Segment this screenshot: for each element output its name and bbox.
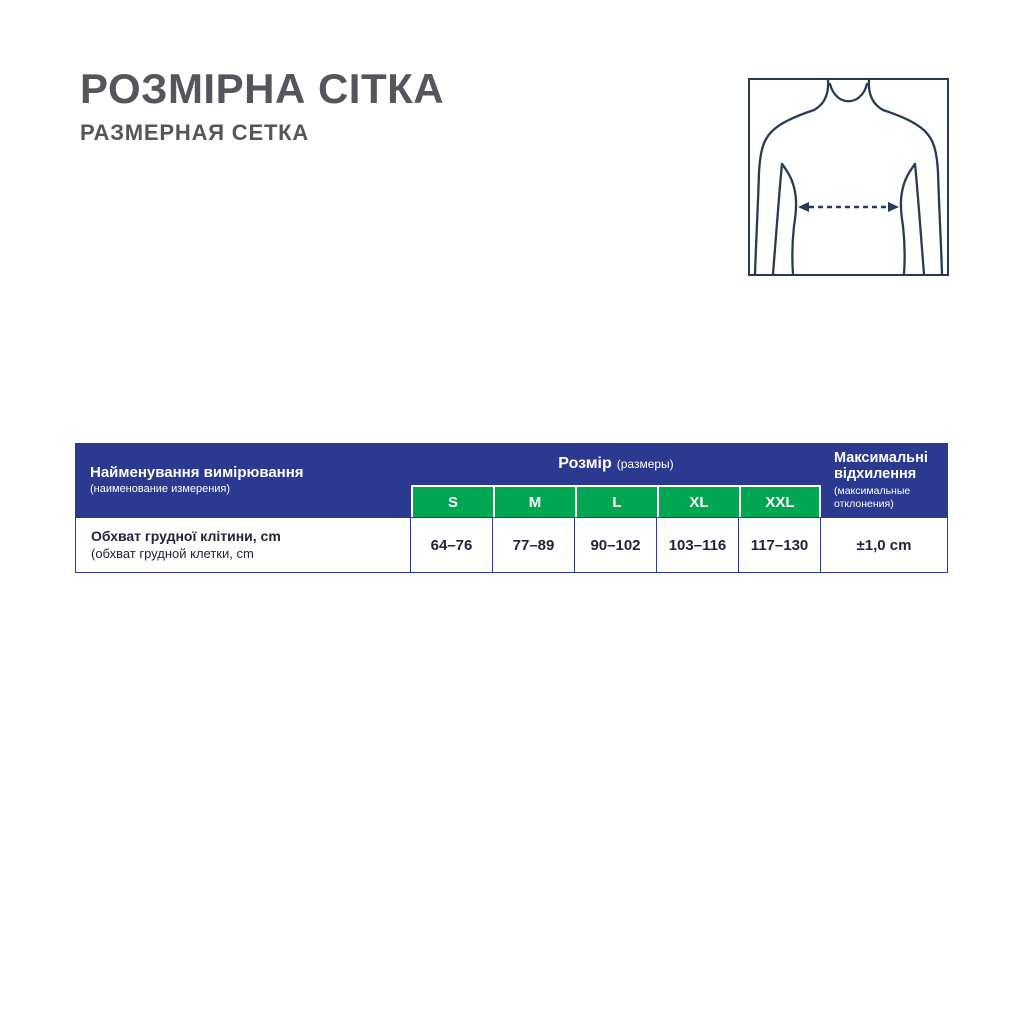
row-label-secondary: (обхват грудной клетки, cm (91, 545, 254, 561)
row-label-primary: Обхват грудної клітини, cm (91, 528, 281, 545)
size-header-xxl: XXL (739, 485, 821, 517)
size-group-header (411, 443, 821, 485)
size-table (75, 443, 948, 573)
deviation-cell: ±1,0 cm (821, 517, 948, 573)
value-cell-xl: 103–116 (657, 517, 739, 573)
page-title: РОЗМІРНА СІТКА (80, 65, 445, 112)
value-cell-xxl: 117–130 (739, 517, 821, 573)
chest-measurement-figure (748, 78, 949, 276)
size-header-primary: Розмір (558, 455, 612, 472)
measurement-column-header (75, 443, 411, 517)
size-header-m: M (493, 485, 575, 517)
deviation-header-secondary: (максимальные отклонения) (834, 485, 911, 510)
row-label-chest (75, 517, 411, 573)
chest-measurement-arrow-icon (798, 202, 899, 212)
torso-outline (755, 80, 942, 274)
deviation-column-header (821, 443, 948, 517)
value-cell-s: 64–76 (411, 517, 493, 573)
value-cell-m: 77–89 (493, 517, 575, 573)
size-header-l: L (575, 485, 657, 517)
deviation-header-primary: Максимальні відхилення (834, 449, 928, 483)
measurement-header-secondary: (наименование измерения) (90, 482, 231, 495)
value-cell-l: 90–102 (575, 517, 657, 573)
size-header-xl: XL (657, 485, 739, 517)
size-header-s: S (411, 485, 493, 517)
size-header-secondary: (размеры) (616, 457, 674, 471)
page-subtitle: РАЗМЕРНАЯ СЕТКА (80, 120, 310, 145)
torso-diagram-icon (750, 80, 947, 274)
measurement-header-primary: Найменування вимірювання (90, 463, 304, 481)
